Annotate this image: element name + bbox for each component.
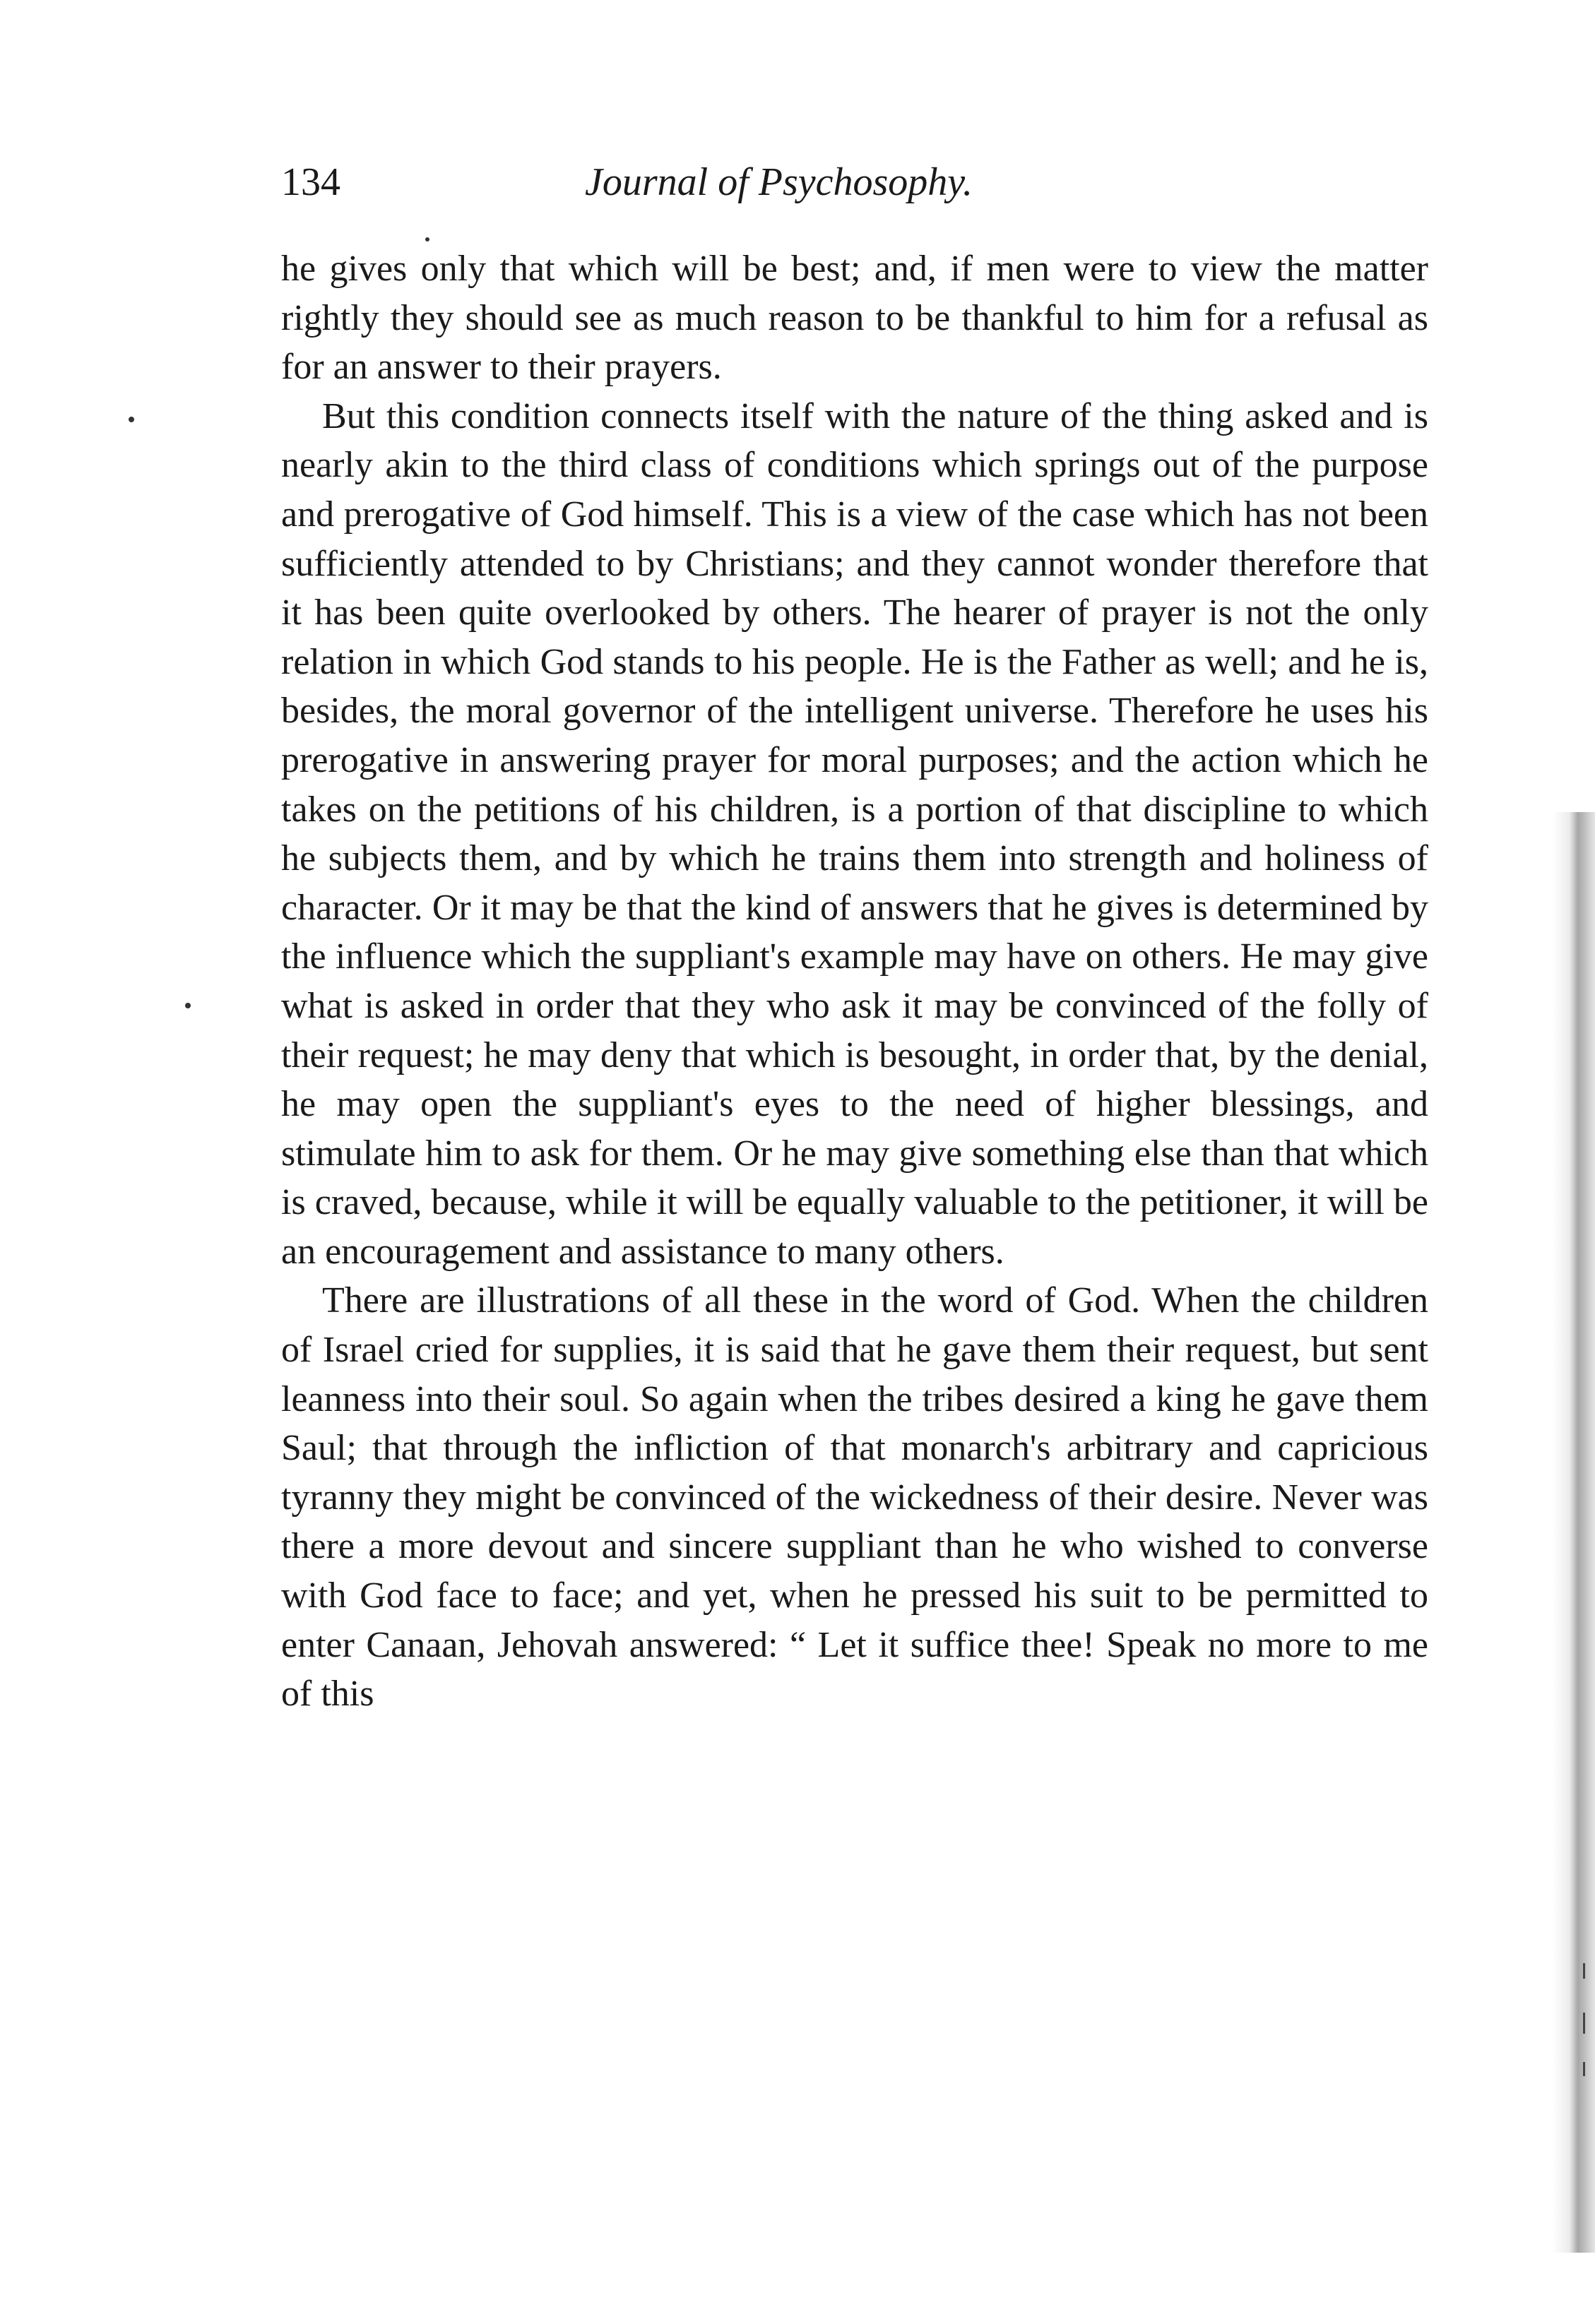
edge-speck <box>1583 2062 1585 2076</box>
page-number: 134 <box>281 160 340 204</box>
binding-shadow <box>1553 812 1595 2253</box>
edge-speck <box>1583 2013 1585 2034</box>
paragraph-illustrations: There are illustrations of all these in the word of God. When the children of Israel cried for supplies, it is said that he gave them their request, but sent leanness into their soul. So again when the tribes desired a king he gave them Saul; that through the infliction of that monarch's arbitrary and capricious tyranny they might be convinced of the wickedness of their desire. Never was there a more devout and sincere suppliant than he who wished to converse with God face to face; and yet, when he pressed his suit to be permitted to enter Canaan, Jehovah answered: “ Let it suffice thee! Speak no more to me of this <box>281 1280 1428 1715</box>
running-head <box>281 154 1428 210</box>
journal-title: Journal of Psychosophy. <box>585 160 973 204</box>
margin-speck <box>185 1003 191 1008</box>
margin-speck <box>425 237 429 242</box>
paragraph-conditions: But this condition connects itself with the nature of the thing asked and is nearly akin to the third class of conditions which springs out of the purpose and prerogative of God himself. This is a view of the case which has not been sufficiently attended to by Christians; and they cannot wonder therefore that it has been quite overlooked by others. The hearer of prayer is not the only relation in which God stands to his people. He is the Father as well; and he is, besides, the moral governor of the intelligent universe. Therefore he uses his prerogative in answering prayer for moral purposes; and the action which he takes on the petitions of his children, is a portion of that discipline to which he subjects them, and by which he trains them into strength and holiness of character. Or it may be that the kind of answers that he gives is determined by the influence which the suppliant's example may have on others. He may give what is asked in order that they who ask it may be convinced of the folly of their request; he may deny that which is besought, in order that, by the denial, he may open the suppliant's eyes to the need of higher blessings, and stimulate him to ask for them. Or he may give something else than that which is craved, because, while it will be equally valuable to the petitioner, it will be an encouragement and assistance to many others. <box>281 395 1428 1272</box>
edge-speck <box>1583 1963 1585 1979</box>
paragraph-continued: he gives only that which will be best; and, if men were to view the matter rightly they should see as much reason to be thankful to him for a refusal as for an answer to their prayers. <box>281 249 1428 388</box>
body-text <box>281 244 1428 1719</box>
margin-speck <box>129 417 134 422</box>
